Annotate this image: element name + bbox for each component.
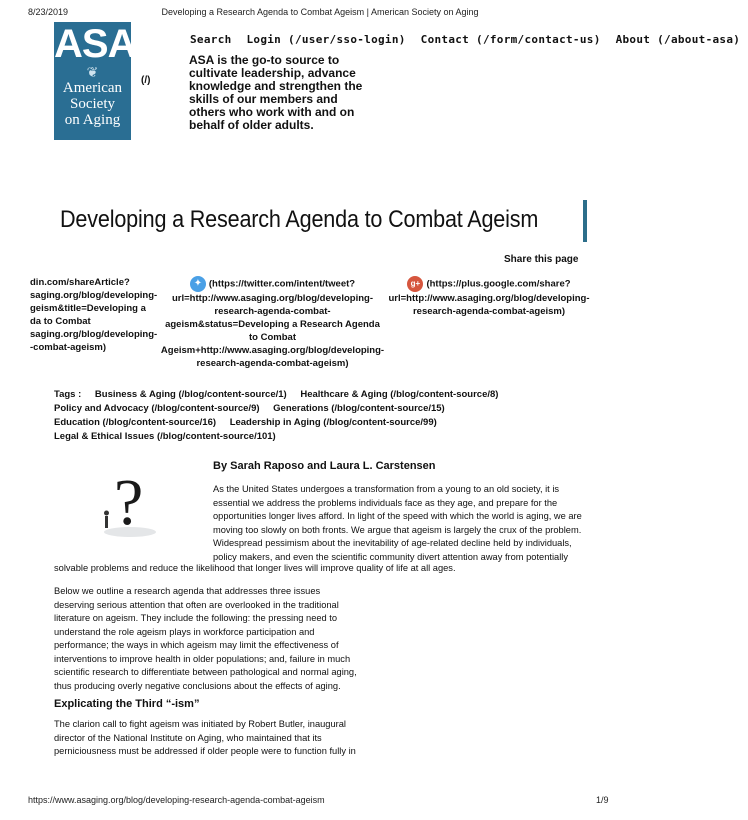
logo-line-2: Society <box>70 96 115 112</box>
logo-line-1: American <box>62 80 123 96</box>
linkedin-line: din.com/shareArticle? <box>30 277 130 288</box>
home-link[interactable]: (/) <box>141 75 151 86</box>
twitter-icon: ✦ <box>190 276 206 292</box>
tag-link[interactable]: Legal & Ethical Issues (/blog/content-source/101) <box>54 431 276 442</box>
share-label: Share this page <box>504 254 579 265</box>
tag-link[interactable]: Policy and Advocacy (/blog/content-source/9) <box>54 403 260 414</box>
asa-logo[interactable] <box>54 22 136 140</box>
twitter-line: url=http://www.asaging.org/blog/developing- <box>172 293 373 304</box>
share-google[interactable] <box>384 276 594 318</box>
twitter-line: Ageism+http://www.asaging.org/blog/developing- <box>160 345 385 356</box>
twitter-line: ageism&status=Developing a Research Agenda <box>165 319 380 330</box>
leaf-icon: ❦ <box>86 64 99 80</box>
linkedin-line: saging.org/blog/developing- <box>30 290 158 301</box>
byline: By Sarah Raposo and Laura L. Carstensen <box>213 460 436 472</box>
top-nav <box>190 33 748 46</box>
google-line: url=http://www.asaging.org/blog/developing- <box>388 293 590 304</box>
page-number: 1/9 <box>596 795 609 805</box>
print-date: 8/23/2019 <box>28 7 69 17</box>
twitter-line: research-agenda-combat- <box>214 306 331 317</box>
svg-text:?: ? <box>114 466 144 539</box>
twitter-line: research-agenda-combat-ageism) <box>196 358 349 369</box>
nav-about[interactable]: About (/about-asa) <box>615 33 741 46</box>
tags-label: Tags : <box>54 389 82 400</box>
tag-link[interactable]: Generations (/blog/content-source/15) <box>273 403 445 414</box>
tag-link[interactable]: Leadership in Aging (/blog/content-source/99) <box>229 417 437 428</box>
paragraph-2: Below we outline a research agenda that addresses three issues deserving serious attention that often are overlooked in the traditional literature on ageism. They include the following: the pressing need to understand the role ageism plays in workforce participation and performance; the ways in which ageism may limit the effectiveness of interventions to improve health in older populations; and, failure in much scientific research to differentiate between pathological and normal aging, thus producing overly negative conclusions about the effects of aging. <box>54 586 357 691</box>
nav-contact[interactable]: Contact (/form/contact-us) <box>420 33 601 46</box>
tag-link[interactable]: Education (/blog/content-source/16) <box>54 417 217 428</box>
paragraph-3: The clarion call to fight ageism was initiated by Robert Butler, inaugural director of the National Institute on Aging, who maintained that its perniciousness must be addressed if older people were to function fully in <box>54 719 356 756</box>
nav-search[interactable]: Search <box>190 33 232 46</box>
linkedin-line: saging.org/blog/developing- <box>30 329 158 340</box>
paragraph-1a: As the United States undergoes a transformation from a young to an old society, it is essential we address the problems individuals face as they age, and prepare for the opportunities longer lives afford. In light of the speed with which the world is aging, we are moving too slowly on both fronts. We argue that ageism is largely the crux of the problem. Widespread pessimism about the inevitability of age-related decline held by individuals, policy makers, and even the scientific community divert attention away from potentially <box>213 484 582 562</box>
tag-link[interactable]: Business & Aging (/blog/content-source/1) <box>94 389 287 400</box>
section-heading: Explicating the Third “-ism” <box>54 698 200 710</box>
tag-list <box>54 388 554 444</box>
logo-abbr: ASA <box>54 22 136 66</box>
google-line: research-agenda-combat-ageism) <box>412 306 566 317</box>
accent-bar <box>583 200 587 242</box>
article-title: Developing a Research Agenda to Combat Ageism <box>60 206 539 233</box>
tag-link[interactable]: Healthcare & Aging (/blog/content-source/8) <box>300 389 499 400</box>
question-mark-image <box>100 462 158 542</box>
print-url: https://www.asaging.org/blog/developing-research-agenda-combat-ageism <box>28 795 325 805</box>
logo-line-3: on Aging <box>64 112 121 128</box>
google-plus-icon: g+ <box>407 276 423 292</box>
nav-login[interactable]: Login (/user/sso-login) <box>246 33 406 46</box>
google-line: (https://plus.google.com/share? <box>426 278 571 290</box>
twitter-line: (https://twitter.com/intent/tweet? <box>208 278 356 290</box>
paragraph-1b: solvable problems and reduce the likelihood that longer lives will improve quality of life at all ages. <box>54 563 456 573</box>
linkedin-line: da to Combat <box>30 316 91 327</box>
linkedin-line: geism&title=Developing a <box>30 303 146 314</box>
share-twitter[interactable] <box>160 276 385 370</box>
linkedin-line: -combat-ageism) <box>30 342 107 353</box>
print-doc-title: Developing a Research Agenda to Combat Ageism | American Society on Aging <box>161 7 479 17</box>
share-linkedin[interactable] <box>30 276 165 354</box>
tagline: ASA is the go-to source to cultivate leadership, advance knowledge and strengthen the skills of our members and others who work with and on behalf of older adults. <box>189 53 363 132</box>
twitter-line: to Combat <box>249 332 296 343</box>
